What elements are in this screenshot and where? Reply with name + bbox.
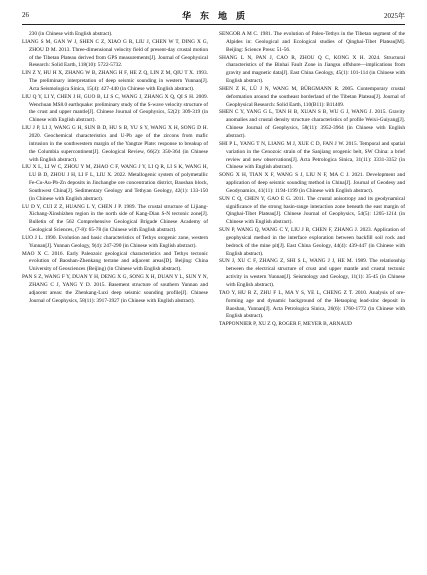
reference-item: SHEN C Y, YANG G L, TAN H B, XUAN S B, WU G J, WANG J. 2015. Gravity anomalies and crustal density structure characteristics of profile Weixi-Guiyang[J]. Chinese Journal of Geophysics, 58(11): 3952-3964 (in Chinese with English abstract).	[219, 109, 405, 139]
reference-item: TAPPONNIER P, XU Z Q, ROGER F, MEYER B, ARNAUD	[219, 321, 352, 328]
reference-item: SUN P, WANG Q, WANG C Y, LIU J B, CHEN F, ZHANG J. 2023. Application of geophysical method in the interface exploration between backfill soil rock and bedrock of the mine pit[J]. East China Geology, 44(4): 439-447 (in Chinese with English abstract).	[219, 227, 405, 257]
reference-item: LIU J P, LI J, WANG G H, SUN B D, HU S B, YU S Y, WANG X H, SONG D H. 2020. Geochemical characteristics and U-Pb age of the zircons from mafic intrusion in the southwestern margin of the Yangtze Plate: response to breakup of the Columbia supercontinent[J]. Geological Review, 66(2): 350-364 (in Chinese with English abstract).	[22, 125, 208, 163]
reference-item: LU D Y, CUI Z Z, HUANG L Y, CHEN J P. 1989. The crustal structure of Lijiang-Xichang-Xinshizhen region in the north side of Kang-Dian S-N tectonic zone[J]. Bulletin of the 562 Comprehensive Geological Brigade Chinese Academy of Geological Sciences, (7-8): 65-78 (in Chinese with English abstract).	[22, 203, 208, 234]
reference-item: MAO X C. 2016. Early Paleozoic geological characteristics and Tethys tectonic evolution of Baoshan-Zhenkang terrane and adjacent areas[D]. Beijing: China University of Geosciences (Beijing) (in Chinese with English abstract).	[22, 250, 208, 273]
reference-item: LIU X L, LI W C, ZHOU Y M, ZHAO C F, WANG J Y, LI Q R, LI S K, WANG H, LU B D, ZHOU J H, LI F L, LIU X. 2022. Metallogenic system of polymetallic Fe-Cu-Au-Pb-Zn deposits in Jinchangbe ore concentration district, Baoshan block, Southwest China[J]. Sedimentary Geology and Tethyan Geology, 42(1): 133-150 (in Chinese with English abstract).	[22, 164, 208, 202]
page-number: 26	[22, 11, 29, 19]
reference-item: SUN C Q, CHEN Y, GAO E G. 2011. The crustal anisotropy and its geodynamical significance of the strong basin-range interaction zone beneath the east margin of Qinghai-Tibet Plateau[J]. Chinese Journal of Geophysics, 54(5): 1205-1214 (in Chinese with English abstract).	[219, 195, 405, 226]
reference-item: SHANG L N, PAN J, CAO R, ZHOU Q C, KONG X H. 2024. Structural characteristics of the Binhai Fault Zone in Jiangsu offshore—implications from gravity and magnetic data[J]. East China Geology, 45(1): 101-114 (in Chinese with English abstract).	[219, 54, 405, 85]
references-column-right	[219, 31, 405, 567]
reference-item: 230 (in Chinese with English abstract).	[29, 31, 113, 37]
reference-item: SHEN Z K, LÜ J N, WANG M, BÜRGMANN R. 2005. Contemporary crustal deformation around the southeast borderland of the Tibetan Plateau[J]. Journal of Geophysical Research: Solid Earth, 110(B11): B11409.	[219, 85, 405, 108]
reference-item: SONG X H, TIAN X F, WANG S J, LIU N F, MA C J. 2021. Development and application of deep seismic sounding method in China[J]. Journal of Geodesy and Geodynamics, 41(11): 1194-1199 (in Chinese with English abstract).	[219, 172, 405, 194]
reference-item: LIN Z Y, HU H X, ZHANG W B, ZHANG H F, HE Z Q, LIN Z M, QIU T X. 1993. The preliminary interpretation of deep seismic sounding in western Yunnan[J]. Acta Seismologica Sinica, 15(4): 427-440 (in Chinese with English abstract).	[22, 70, 208, 92]
publication-year: 2025年	[384, 12, 405, 20]
reference-item: LIANG S M, GAN W J, SHEN C Z, XIAO G R, LIU J, CHEN W T, DING X G, ZHOU D M. 2013. Three-dimensional velocity field of present-day crustal motion of the Tibetan Plateau derived from GPS measurements[J]. Journal of Geophysical Research: Solid Earth, 118(10): 5722-5732.	[22, 38, 208, 69]
reference-item: SENGÖR A M C. 1981. The evolution of Paleo-Tethys in the Tibetan segment of the Alpides in: Geological and Ecological studies of Qinghai-Tibet Plateau[M]. Beijing: Science Press: 51-56.	[219, 31, 405, 53]
references-column-left	[22, 31, 208, 567]
reference-item: PAN S Z, WANG F Y, DUAN Y H, DENG X G, SONG X H, DUAN Y L, SUN Y N, ZHANG C J, YANG Y D. 2015. Basement structure of southern Yunnan and adjacent areas: the Zhenkang-Luxi deep seismic sounding profile[J]. Chinese Journal of Geophysics, 58(11): 3917-3927 (in Chinese with English abstract).	[22, 274, 208, 304]
reference-item: SHI P L, YANG T N, LIANG M J, XUE C D, FAN J W. 2015. Temporal and spatial variation in the Cenozoic strain of the Sanjiang orogenic belt, SW China: a brief review and new observations[J]. Acta Petrologica Sinica, 31(11): 3331-3352 (in Chinese with English abstract).	[219, 140, 405, 171]
reference-item: LIU Q Y, LI Y, CHEN J H, GUO B, LI S C, WANG J, ZHANG X Q, QI S H. 2009. Wenchuan MS8.0 earthquake: preliminary study of the S-wave velocity structure of the crust and upper mantle[J]. Chinese Journal of Geophysics, 52(2): 309-319 (in Chinese with English abstract).	[22, 93, 208, 124]
reference-item: TAO Y, HU R Z, ZHU F L, MA Y S, YE L, CHENG Z T. 2010. Analysis of ore-forming age and dynamic background of the Hetaoping lead-zinc deposit in Baoshan, Yunnan[J]. Acta Petrologica Sinica, 26(6): 1760-1772 (in Chinese with English abstract).	[219, 289, 405, 320]
header-rule	[22, 24, 405, 25]
reference-item: SUN J, XU C F, ZHANG Z, SHI S L, WANG J J, HE M. 1989. The relationship between the electrical structure of crust and upper mantle and crustal tectonic activity in western Yunnan[J]. Seismology and Geology, 11(1): 35-45 (in Chinese with English abstract).	[219, 258, 405, 288]
reference-item: LUO J L. 1990. Evolution and basic characteristics of Tethys orogenic zone, western Yunnan[J]. Yunnan Geology, 9(4): 247-290 (in Chinese with English abstract).	[22, 234, 208, 249]
journal-name: 华东地质	[181, 12, 254, 22]
page-header	[22, 9, 405, 23]
